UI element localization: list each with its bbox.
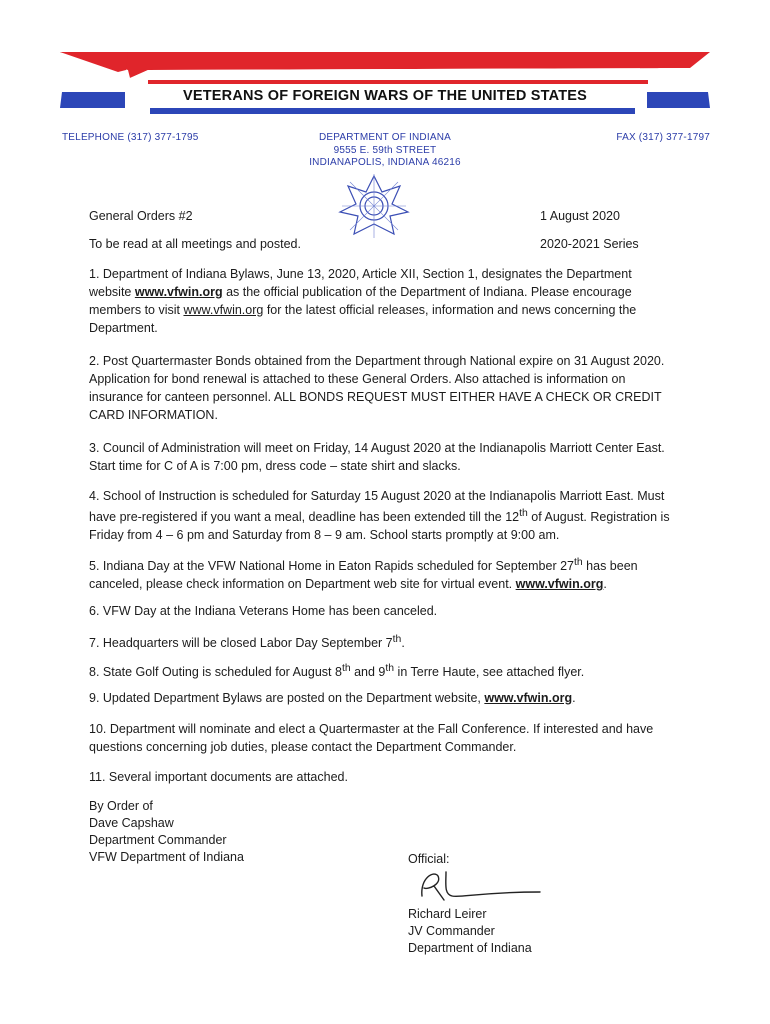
signature-block-official: Richard Leirer JV Commander Department of Indiana: [408, 907, 532, 955]
order-number: General Orders #2: [89, 209, 193, 223]
order-item-8: 8. State Golf Outing is scheduled for August 8th and 9th in Terre Haute, see attached flyer.: [89, 663, 585, 680]
order-item-7: 7. Headquarters will be closed Labor Day September 7th.: [89, 634, 405, 651]
fax: FAX (317) 377-1797: [616, 132, 710, 143]
website-link[interactable]: www.vfwin.org: [183, 303, 264, 317]
letterhead-banner: [0, 0, 770, 125]
order-item-4: 4. School of Instruction is scheduled for Saturday 15 August 2020 at the Indianapolis Marriott East. Must have pre-registered if you want a meal, deadline has been extended till the 12th of August. Registration is Friday from 4 – 6 pm and Saturday from 8 – 9 am. School starts promptly at 9:00 am.: [89, 489, 670, 543]
order-item-10: 10. Department will nominate and elect a Quartermaster at the Fall Conference. If interested and have questions concerning job duties, please contact the Department Commander.: [89, 722, 654, 754]
signature-block-commander: By Order of Dave Capshaw Department Commander VFW Department of Indiana: [89, 799, 244, 864]
department-address: [250, 132, 520, 170]
org-title: VETERANS OF FOREIGN WARS OF THE UNITED STATES: [182, 88, 587, 104]
website-link[interactable]: www.vfwin.org: [134, 285, 223, 299]
website-link[interactable]: www.vfwin.org: [515, 577, 604, 592]
order-item-3: 3. Council of Administration will meet on Friday, 14 August 2020 at the Indianapolis Marriott Center East. Start time for C of A is 7:00 pm, dress code – state shirt and slacks.: [89, 441, 665, 473]
department-name: DEPARTMENT OF INDIANA: [319, 132, 451, 143]
red-band-left: [60, 52, 128, 72]
order-item-1: 1. Department of Indiana Bylaws, June 13, 2020, Article XII, Section 1, designates the Department website www.vfwin.org as the official publication of the Department of Indiana. Please encourage members to visit www.vfwin.org for the latest official releases, information and news concerning the Department.: [89, 267, 637, 335]
telephone: TELEPHONE (317) 377-1795: [62, 132, 199, 143]
order-series: 2020-2021 Series: [540, 237, 639, 251]
city-address: INDIANAPOLIS, INDIANA 46216: [309, 157, 461, 168]
website-link[interactable]: www.vfwin.org: [484, 691, 573, 705]
handwritten-signature: [412, 866, 542, 906]
order-item-11: 11. Several important documents are attached.: [89, 770, 348, 784]
order-item-9: 9. Updated Department Bylaws are posted on the Department website, www.vfwin.org.: [89, 691, 576, 705]
vfw-emblem-icon: [336, 172, 412, 240]
blue-band: [150, 108, 635, 114]
order-date: 1 August 2020: [540, 209, 620, 223]
white-sweep: [130, 68, 690, 82]
order-item-5: 5. Indiana Day at the VFW National Home in Eaton Rapids scheduled for September 27th has been canceled, please check information on Department web site for virtual event. www.vfwin.org.: [89, 557, 638, 592]
street-address: 9555 E. 59th STREET: [333, 144, 437, 156]
order-item-6: 6. VFW Day at the Indiana Veterans Home has been canceled.: [89, 604, 438, 618]
read-instruction: To be read at all meetings and posted.: [89, 237, 301, 251]
order-item-2: 2. Post Quartermaster Bonds obtained from the Department through National expire on 31 August 2020. Application for bond renewal is attached to these General Orders. Also attached is information on insurance for canteen personnel. ALL BONDS REQUEST MUST EITHER HAVE A CHECK OR CREDIT CARD INFORMATION.: [89, 354, 665, 422]
official-label: Official:: [408, 852, 450, 866]
red-line: [148, 80, 648, 84]
